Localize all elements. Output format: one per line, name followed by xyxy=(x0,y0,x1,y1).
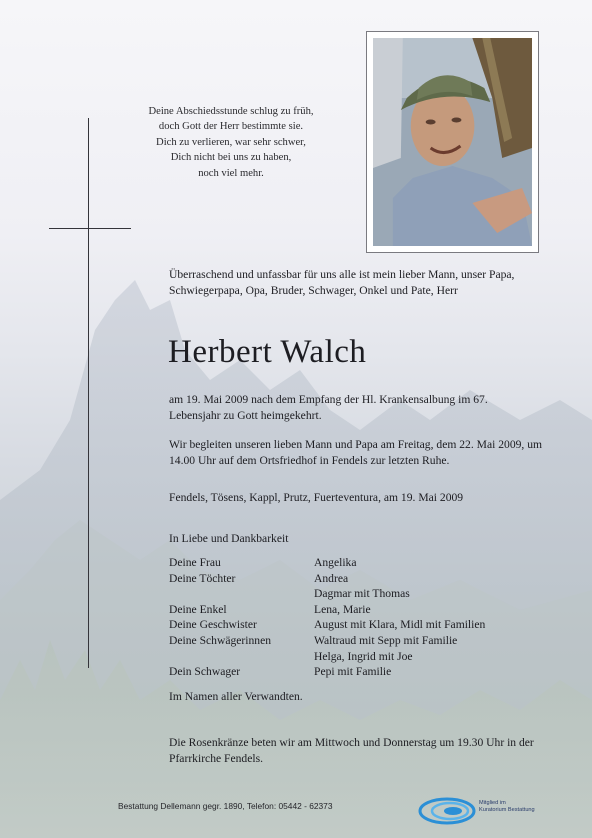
poem xyxy=(100,104,362,181)
poem-line: noch viel mehr. xyxy=(198,167,264,179)
portrait-photo xyxy=(366,31,539,253)
portrait-image xyxy=(373,38,532,246)
family-row xyxy=(169,649,485,665)
family-row xyxy=(169,617,485,633)
in-love-line: In Liebe und Dankbarkeit xyxy=(169,532,289,545)
deceased-name: Herbert Walch xyxy=(168,334,367,370)
family-names: Dagmar mit Thomas xyxy=(314,587,410,601)
family-relation: Dein Schwager xyxy=(169,665,241,679)
family-names: Pepi mit Familie xyxy=(314,665,392,679)
family-relation xyxy=(169,586,314,602)
footer-undertaker: Bestattung Dellemann gegr. 1890, Telefon: 05442 - 62373 xyxy=(118,801,333,811)
family-relation: Deine Schwägerinnen xyxy=(169,633,272,647)
kuratorium-logo xyxy=(417,794,535,828)
family-names: Andrea xyxy=(314,571,349,585)
places-date: Fendels, Tösens, Kappl, Prutz, Fuerteventura, am 19. Mai 2009 xyxy=(169,491,464,504)
family-row xyxy=(169,602,485,618)
family-relation: Deine Enkel xyxy=(169,602,227,616)
death-notice: am 19. Mai 2009 nach dem Empfang der Hl. Krankensalbung im 67. Lebensjahr zu Gott heimgekehrt. xyxy=(169,393,488,422)
poem-line: doch Gott der Herr bestimmte sie. xyxy=(158,121,304,133)
family-relation xyxy=(169,649,314,665)
family-names: Angelika xyxy=(314,556,357,569)
poem-line: Dich nicht bei uns zu haben, xyxy=(170,152,292,164)
family-row xyxy=(169,664,485,680)
family-names: Waltraud mit Sepp mit Familie xyxy=(314,633,458,647)
logo-line: Kuratorium Bestattung xyxy=(479,806,535,813)
family-relation: Deine Töchter xyxy=(169,571,236,585)
family-names: Helga, Ingrid mit Joe xyxy=(314,649,413,663)
funeral-info: Wir begleiten unseren lieben Mann und Papa am Freitag, dem 22. Mai 2009, um 14.00 Uhr auf dem Ortsfriedhof in Fendels zur letzten Ruhe. xyxy=(169,438,543,467)
relatives-line: Im Namen aller Verwandten. xyxy=(169,690,303,703)
logo-text xyxy=(479,800,535,813)
family-row xyxy=(169,586,485,602)
family-row xyxy=(169,555,485,571)
family-relation: Deine Frau xyxy=(169,556,221,569)
logo-line: Mitglied im xyxy=(479,800,506,806)
family-row xyxy=(169,633,485,649)
family-list xyxy=(169,555,485,680)
poem-line: Deine Abschiedsstunde schlug zu früh, xyxy=(148,106,314,117)
cross-horizontal-bar xyxy=(49,228,131,229)
family-names: Lena, Marie xyxy=(314,602,371,616)
cross-vertical-bar xyxy=(88,118,89,668)
swirl-icon xyxy=(417,794,479,828)
family-row xyxy=(169,571,485,587)
rosary-info: Die Rosenkränze beten wir am Mittwoch und Donnerstag um 19.30 Uhr in der Pfarrkirche Fendels. xyxy=(169,736,534,765)
poem-line: Dich zu verlieren, war sehr schwer, xyxy=(156,136,306,148)
family-names: August mit Klara, Midl mit Familien xyxy=(314,618,486,632)
intro-text: Überraschend und unfassbar für uns alle ist mein lieber Mann, unser Papa, Schwiegerpapa, Opa, Bruder, Schwager, Onkel und Pate, Herr xyxy=(169,268,515,297)
family-relation: Deine Geschwister xyxy=(169,618,257,632)
